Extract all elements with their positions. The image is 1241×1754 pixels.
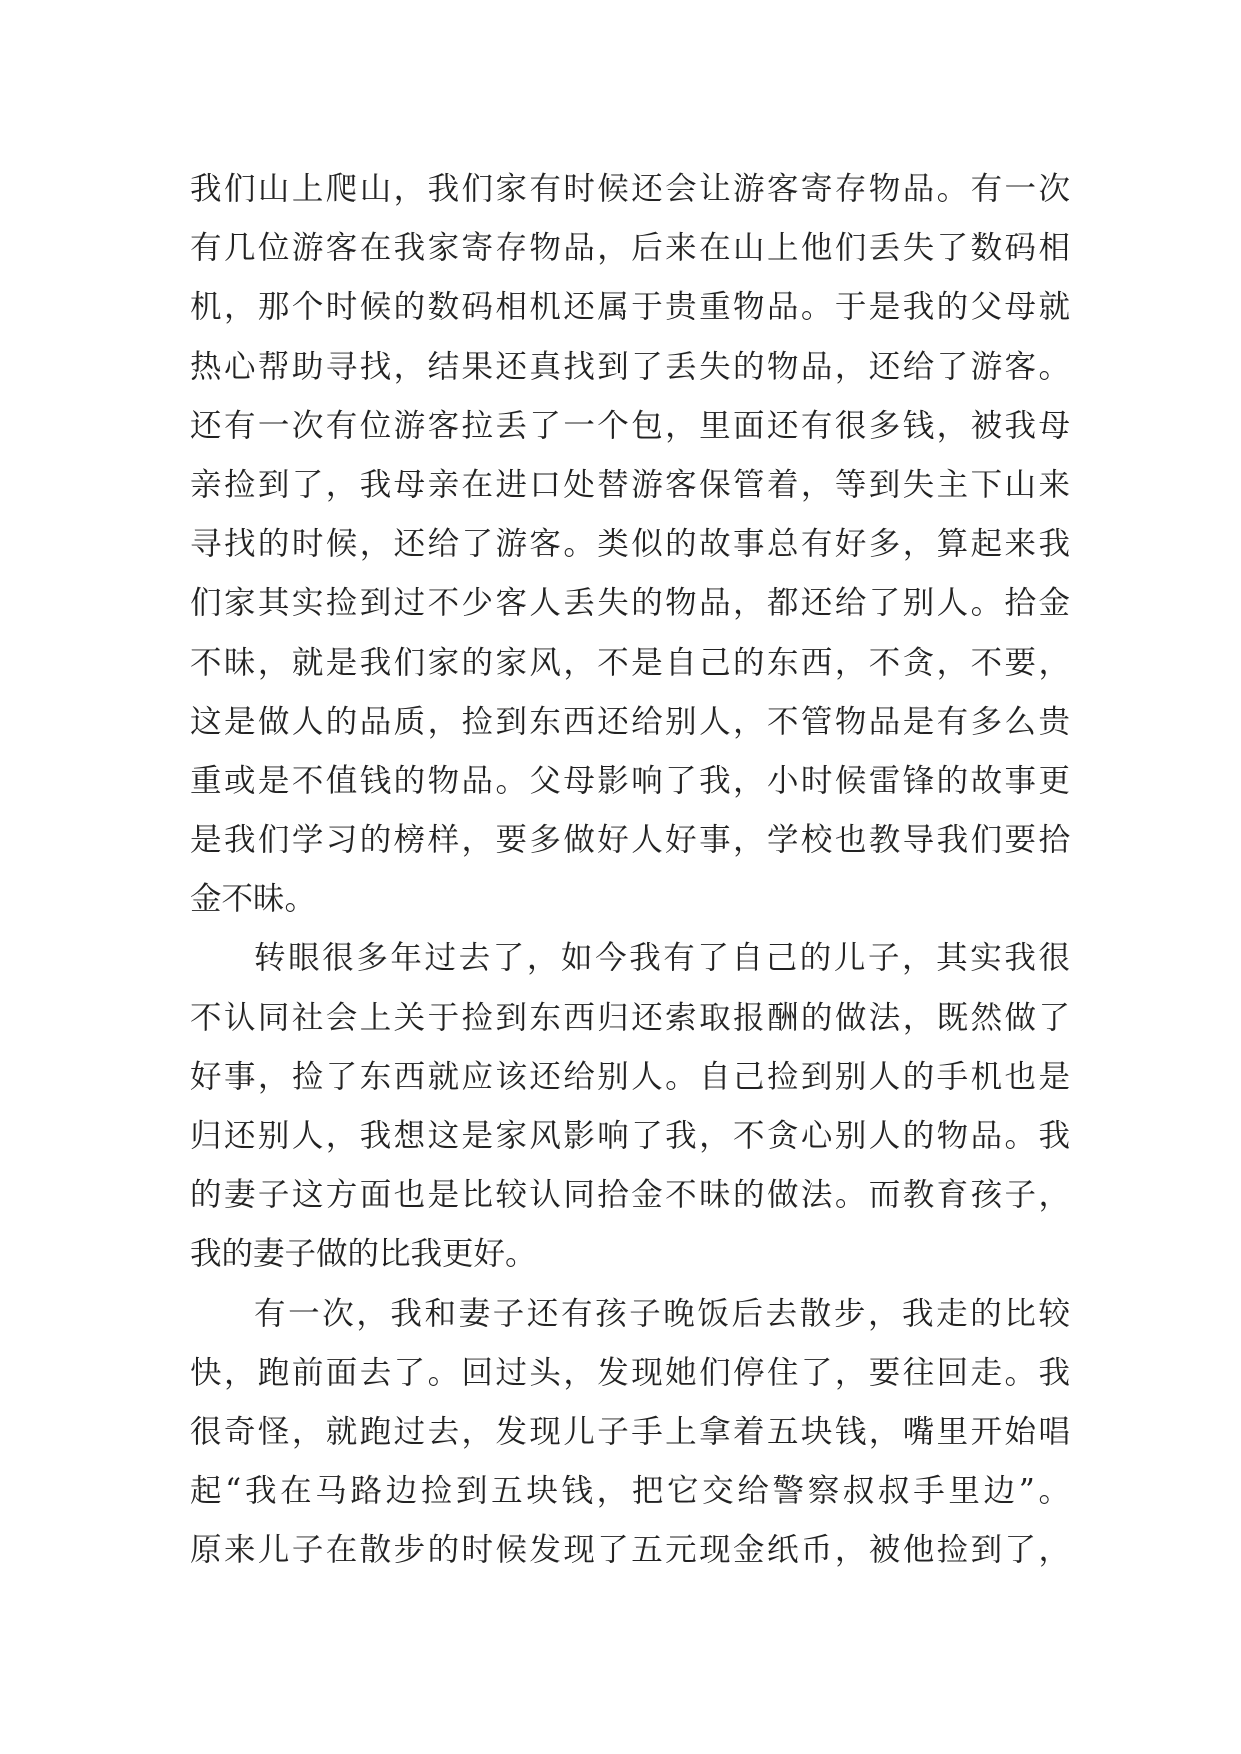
text-line: 不认同社会上关于捡到东西归还索取报酬的做法，既然做了 <box>190 999 1070 1036</box>
text-line: 好事，捡了东西就应该还给别人。自己捡到别人的手机也是 <box>190 1058 1070 1095</box>
text-line: 这是做人的品质，捡到东西还给别人，不管物品是有多么贵 <box>190 703 1070 740</box>
text-line: 机，那个时候的数码相机还属于贵重物品。于是我的父母就 <box>190 289 1070 326</box>
paragraph <box>190 1285 1070 1581</box>
text-line: 重或是不值钱的物品。父母影响了我，小时候雷锋的故事更 <box>190 762 1070 799</box>
text-line: 归还别人，我想这是家风影响了我，不贪心别人的物品。我 <box>190 1118 1070 1154</box>
text-line: 转眼很多年过去了，如今我有了自己的儿子，其实我很 <box>254 940 1070 977</box>
text-line: 们家其实捡到过不少客人丢失的物品，都还给了别人。拾金 <box>190 585 1070 622</box>
text-line: 是我们学习的榜样，要多做好人好事，学校也教导我们要拾 <box>190 822 1070 859</box>
body-text <box>190 160 1070 1581</box>
text-line: 金不昧。 <box>190 881 317 918</box>
text-line: 我们山上爬山，我们家有时候还会让游客寄存物品。有一次 <box>190 171 1070 207</box>
text-line: 我的妻子做的比我更好。 <box>190 1236 537 1273</box>
text-line: 不昧，就是我们家的家风，不是自己的东西，不贪，不要， <box>190 644 1070 681</box>
text-line: 热心帮助寻找，结果还真找到了丢失的物品，还给了游客。 <box>190 348 1070 385</box>
text-line: 的妻子这方面也是比较认同拾金不昧的做法。而教育孩子， <box>190 1177 1070 1214</box>
text-line: 有几位游客在我家寄存物品，后来在山上他们丢失了数码相 <box>190 230 1070 267</box>
paragraph <box>190 929 1070 1284</box>
text-line: 起“我在马路边捡到五块钱，把它交给警察叔叔手里边”。 <box>190 1473 1070 1510</box>
text-line: 快，跑前面去了。回过头，发现她们停住了，要往回走。我 <box>190 1354 1070 1391</box>
text-line: 还有一次有位游客拉丢了一个包，里面还有很多钱，被我母 <box>190 407 1070 444</box>
text-line: 很奇怪，就跑过去，发现儿子手上拿着五块钱，嘴里开始唱 <box>190 1413 1070 1450</box>
text-line: 原来儿子在散步的时候发现了五元现金纸币，被他捡到了， <box>190 1532 1070 1569</box>
text-line: 寻找的时候，还给了游客。类似的故事总有好多，算起来我 <box>190 526 1070 563</box>
paragraph <box>190 160 1070 929</box>
text-line: 亲捡到了，我母亲在进口处替游客保管着，等到失主下山来 <box>190 466 1070 503</box>
text-line: 有一次，我和妻子还有孩子晚饭后去散步，我走的比较 <box>254 1295 1070 1332</box>
